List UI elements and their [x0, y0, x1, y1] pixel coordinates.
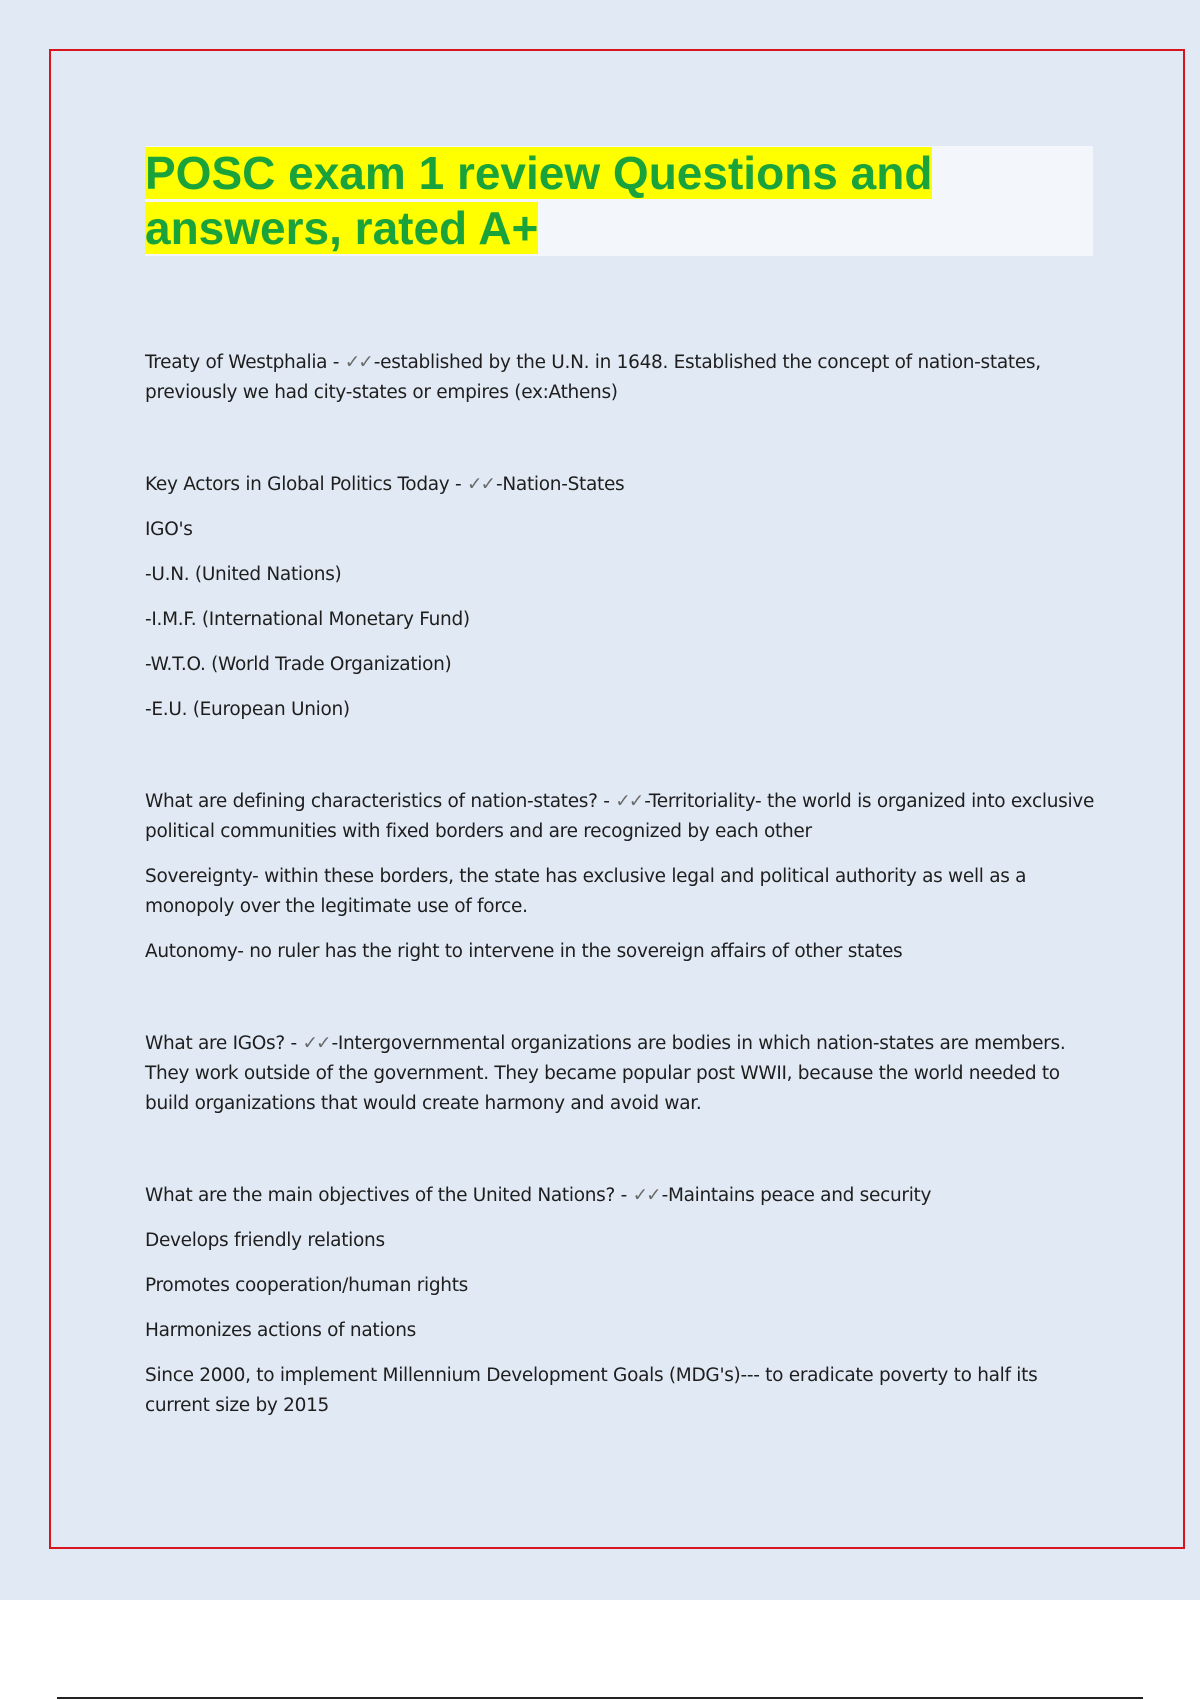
qa-item-igos — [145, 1029, 1095, 1119]
double-check-icon: ✓✓ — [615, 791, 643, 812]
answer-line: -W.T.O. (World Trade Organization) — [145, 654, 452, 675]
answer-text: -Nation-States — [496, 474, 625, 495]
answer-line: Sovereignty- within these borders, the state has exclusive legal and political authority as well as a monopoly over the legitimate use of force. — [145, 866, 1027, 917]
question-text: What are IGOs? - — [145, 1033, 303, 1054]
answer-line: -U.N. (United Nations) — [145, 564, 342, 585]
qa-content — [145, 348, 1095, 1421]
answer-line: -E.U. (European Union) — [145, 699, 350, 720]
answer-text: -Maintains peace and security — [661, 1185, 932, 1206]
answer-line: IGO's — [145, 519, 193, 540]
question-text: What are the main objectives of the United Nations? - — [145, 1185, 633, 1206]
document-title — [145, 146, 1093, 256]
title-line-1: POSC exam 1 review Questions and — [145, 147, 933, 199]
qa-question-line — [145, 1029, 1095, 1119]
double-check-icon: ✓✓ — [302, 1033, 330, 1054]
qa-question-line — [145, 348, 1095, 408]
qa-question-line — [145, 1181, 1095, 1211]
qa-item-westphalia — [145, 348, 1095, 408]
answer-line: Harmonizes actions of nations — [145, 1320, 416, 1341]
double-check-icon: ✓✓ — [466, 474, 494, 495]
qa-item-united-nations — [145, 1181, 1095, 1421]
qa-item-nation-states — [145, 787, 1095, 967]
answer-line: -I.M.F. (International Monetary Fund) — [145, 609, 470, 630]
answer-text: -established by the U.N. in 1648. Established the concept of nation-states, previously we had city-states or empires (ex:Athens) — [145, 352, 1041, 403]
question-text: What are defining characteristics of nation-states? - — [145, 791, 616, 812]
footer-divider — [57, 1697, 1143, 1699]
answer-line: Promotes cooperation/human rights — [145, 1275, 469, 1296]
answer-text: -Territoriality- the world is organized into exclusive political communities with fixed borders and are recognized by each other — [145, 791, 1095, 842]
double-check-icon: ✓✓ — [632, 1185, 660, 1206]
answer-line: Since 2000, to implement Millennium Development Goals (MDG's)--- to eradicate poverty to half its current size by 2015 — [145, 1365, 1038, 1416]
question-text: Treaty of Westphalia - — [145, 352, 345, 373]
title-line-2: answers, rated A+ — [145, 202, 539, 254]
answer-line: Autonomy- no ruler has the right to intervene in the sovereign affairs of other states — [145, 941, 903, 962]
double-check-icon: ✓✓ — [344, 352, 372, 373]
qa-question-line — [145, 470, 1095, 500]
question-text: Key Actors in Global Politics Today - — [145, 474, 467, 495]
answer-line: Develops friendly relations — [145, 1230, 385, 1251]
answer-text: -Intergovernmental organizations are bodies in which nation-states are members. They work outside of the government. They became popular post WWII, because the world needed to build organizations that would create harmony and avoid war. — [145, 1033, 1066, 1114]
qa-question-line — [145, 787, 1095, 847]
qa-item-key-actors — [145, 470, 1095, 725]
